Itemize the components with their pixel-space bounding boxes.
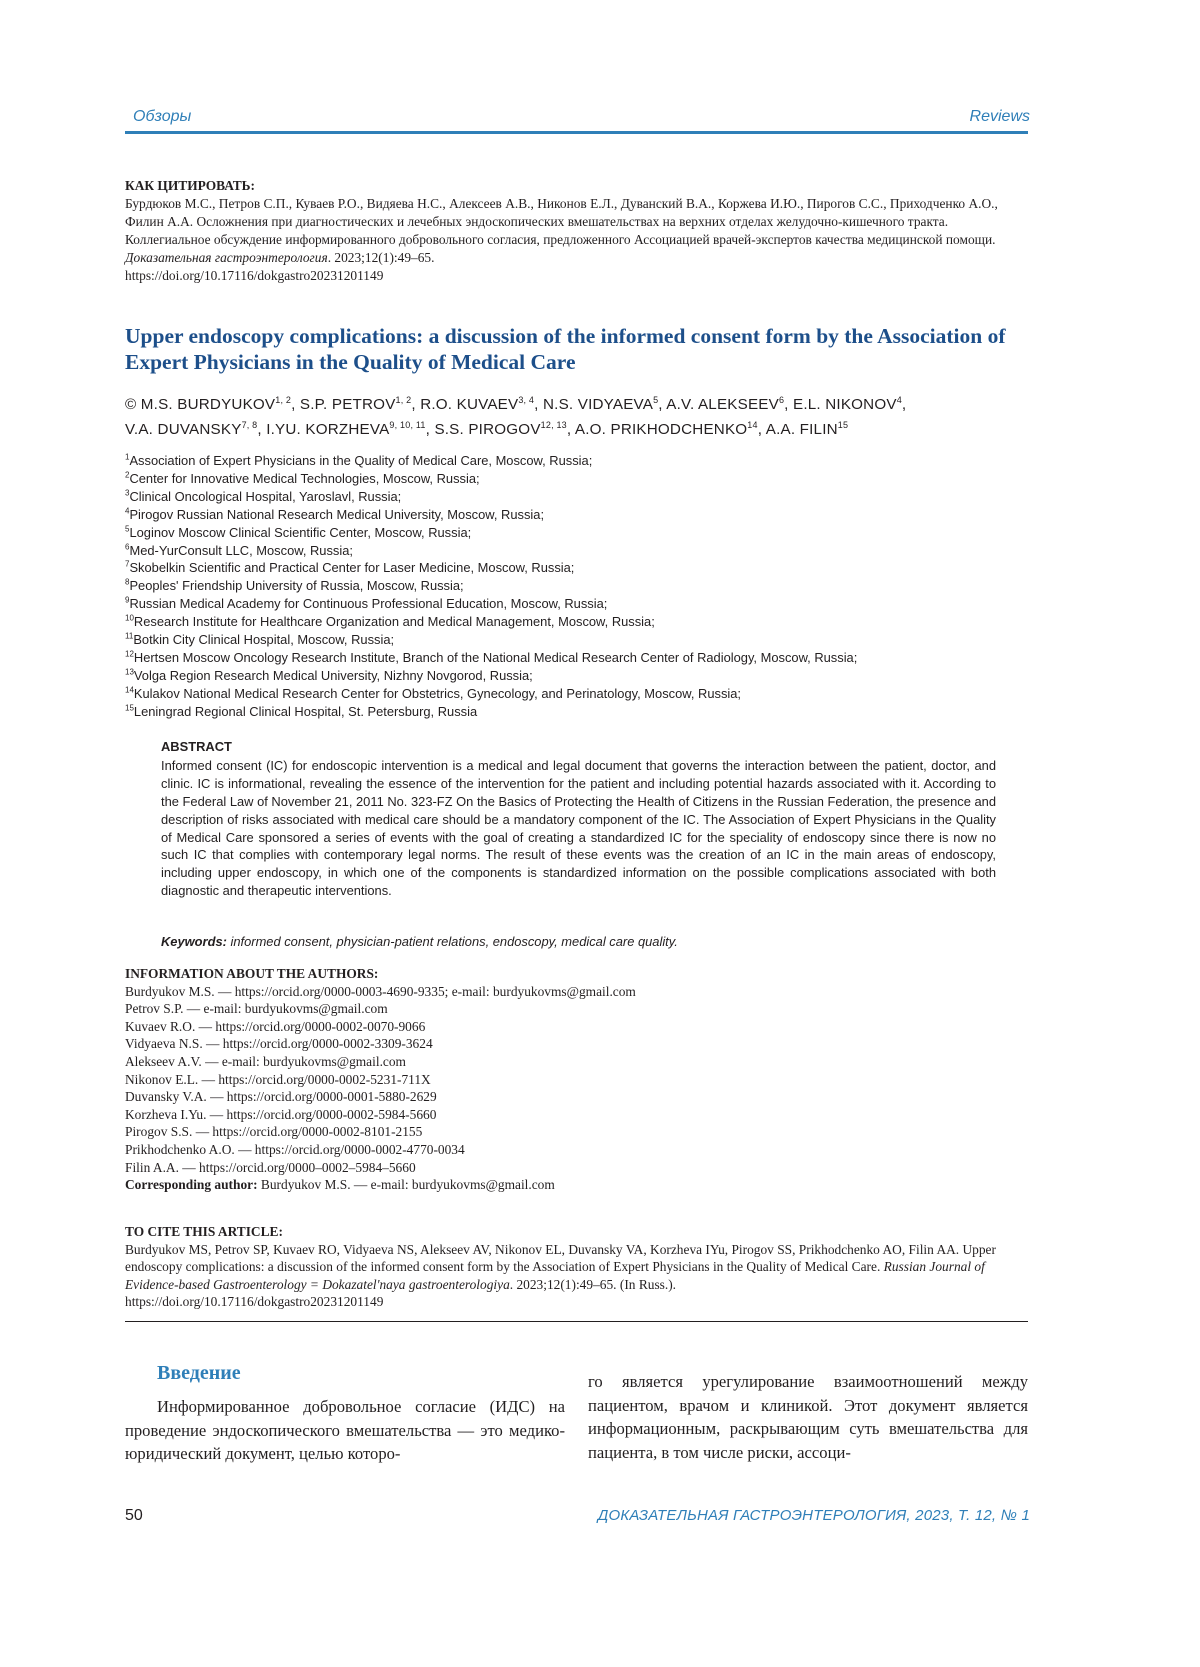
author-affiliation-marker: 1, 2 xyxy=(275,395,292,405)
affiliation-number: 5 xyxy=(125,524,130,534)
affiliation-number: 4 xyxy=(125,506,130,516)
author-info-line: Pirogov S.S. — https://orcid.org/0000-0002-8101-2155 xyxy=(125,1124,423,1140)
affiliation-list xyxy=(125,452,1030,721)
citation-ru-doi-link[interactable]: https://doi.org/10.17116/dokgastro20231201149 xyxy=(125,268,384,283)
author-affiliation-marker: 3, 4 xyxy=(518,395,535,405)
author-name: A.A. FILIN xyxy=(765,421,838,439)
affiliation-item xyxy=(125,577,1030,595)
affiliation-item xyxy=(125,649,1030,667)
author-name: A.O. PRIKHODCHENKO xyxy=(574,421,748,439)
affiliation-text: Botkin City Clinical Hospital, Moscow, Russia; xyxy=(133,632,395,648)
intro-heading: Введение xyxy=(157,1362,241,1384)
author-separator: , xyxy=(784,396,794,414)
abstract-heading: ABSTRACT xyxy=(161,739,232,754)
author-info-line: Vidyaeva N.S. — https://orcid.org/0000-0002-3309-3624 xyxy=(125,1036,433,1052)
corresponding-author-line xyxy=(125,1176,1030,1194)
affiliation-number: 9 xyxy=(125,595,130,605)
affiliation-number: 8 xyxy=(125,578,130,588)
corresponding-author-text: Burdyukov M.S. — e-mail: burdyukovms@gmail.com xyxy=(257,1177,555,1193)
author-affiliation-marker: 14 xyxy=(747,420,758,431)
affiliation-text: Kulakov National Medical Research Center for Obstetrics, Gynecology, and Perinatology, Moscow, Russia; xyxy=(133,685,741,701)
author-separator: , xyxy=(425,421,435,439)
section-divider xyxy=(125,1321,1028,1322)
affiliation-text: Pirogov Russian National Research Medical University, Moscow, Russia; xyxy=(129,506,545,522)
affiliation-item xyxy=(125,524,1030,542)
article-title: Upper endoscopy complications: a discussion of the informed consent form by the Association of Expert Physicians in the Quality of Medical Care xyxy=(125,324,1006,374)
author-affiliation-marker: 5 xyxy=(653,395,659,405)
affiliation-item xyxy=(125,542,1030,560)
affiliation-number: 6 xyxy=(125,542,130,552)
citation-ru-journal: Доказательная гастроэнтерология xyxy=(125,250,328,265)
author-affiliation-marker: 9, 10, 11 xyxy=(389,420,426,431)
citation-en-heading: TO CITE THIS ARTICLE: xyxy=(125,1224,283,1239)
author-affiliation-marker: 4 xyxy=(896,395,902,405)
affiliation-item xyxy=(125,631,1030,649)
citation-en-details: . 2023;12(1):49–65. (In Russ.). xyxy=(509,1276,677,1292)
author-name: A.V. ALEKSEEV xyxy=(666,396,779,414)
author-name: R.O. KUVAEV xyxy=(420,396,519,414)
author-list xyxy=(125,390,1030,440)
affiliation-item xyxy=(125,685,1030,703)
citation-en-doi-link[interactable]: https://doi.org/10.17116/dokgastro20231201149 xyxy=(125,1294,384,1310)
affiliation-item xyxy=(125,452,1030,470)
affiliation-text: Research Institute for Healthcare Organization and Medical Management, Moscow, Russia; xyxy=(133,614,655,630)
affiliation-text: Hertsen Moscow Oncology Research Institute, Branch of the National Medical Research Center of Radiology, Moscow, Russia; xyxy=(133,649,858,665)
running-header-section-ru: Обзоры xyxy=(133,108,192,125)
affiliation-item xyxy=(125,506,1030,524)
keywords-label: Keywords: xyxy=(161,934,227,949)
authors-info-lines xyxy=(125,983,1030,1177)
author-affiliation-marker: 12, 13 xyxy=(540,420,567,431)
abstract-text: Informed consent (IC) for endoscopic intervention is a medical and legal document that governs the interaction between the patient, doctor, and clinic. IC is informational, revealing the essence of the intervention for the patient and including potential hazards associated with it. According to the Federal Law of November 21, 2011 No. 323-FZ On the Basics of Protecting the Health of Citizens in the Russian Federation, the presence and description of risks associated with medical care should be a mandatory component of the IC. The Association of Expert Physicians in the Quality of Medical Care sponsored a series of events with the goal of creating a standardized IC for the speciality of endoscopy since there is now no such IC that complies with contemporary legal norms. The result of these events was the creation of an IC in the main areas of endoscopy, including upper endoscopy, in which one of the components is standardized information on the possible complications associated with both diagnostic and therapeutic interventions. xyxy=(161,757,996,899)
keywords-text: informed consent, physician-patient relations, endoscopy, medical care quality. xyxy=(226,934,678,949)
author-info-line: Nikonov E.L. — https://orcid.org/0000-0002-5231-711X xyxy=(125,1071,431,1087)
affiliation-number: 12 xyxy=(125,649,134,659)
author-affiliation-marker: 6 xyxy=(778,395,785,405)
authors-info-heading: INFORMATION ABOUT THE AUTHORS: xyxy=(125,966,379,981)
author-name: S.S. PIROGOV xyxy=(434,421,541,439)
citation-ru-text xyxy=(125,195,1030,285)
affiliation-item xyxy=(125,595,1030,613)
body-right-column: го является урегулирование взаимоотношений между пациентом, врачом и клиникой. Этот документ является информационным, раскрывающим суть вмешательства для пациента, в том числе риски, ассоци- xyxy=(588,1372,1028,1462)
abstract-block xyxy=(161,738,996,900)
corresponding-author-label: Corresponding author: xyxy=(125,1177,258,1193)
author-affiliation-marker: 15 xyxy=(837,420,849,431)
affiliation-number: 10 xyxy=(125,613,134,623)
affiliation-number: 7 xyxy=(125,560,130,570)
author-info-line: Korzheva I.Yu. — https://orcid.org/0000-0002-5984-5660 xyxy=(125,1106,437,1122)
citation-ru-heading: КАК ЦИТИРОВАТЬ: xyxy=(125,178,255,193)
affiliation-item xyxy=(125,470,1030,488)
authors-info-block xyxy=(125,965,1030,1194)
author-separator: , xyxy=(534,396,543,414)
affiliation-number: 3 xyxy=(125,488,130,498)
affiliation-number: 14 xyxy=(125,685,134,695)
author-info-line: Duvansky V.A. — https://orcid.org/0000-0001-5880-2629 xyxy=(125,1089,437,1105)
affiliation-number: 15 xyxy=(125,703,134,713)
author-name: S.P. PETROV xyxy=(299,396,396,414)
affiliation-text: Association of Expert Physicians in the Quality of Medical Care, Moscow, Russia; xyxy=(129,453,593,468)
citation-en-body: Burdyukov MS, Petrov SP, Kuvaev RO, Vidyaeva NS, Alekseev AV, Nikonov EL, Duvansky VA, Korzheva IYu, Pirogov SS, Prikhodchenko AO, Filin AA. Upper endoscopy complications: a discussion of the informed consent form by the Association of Expert Physicians in the Quality of Medical Care. xyxy=(125,1241,996,1275)
citation-ru-block xyxy=(125,177,1030,285)
affiliation-item xyxy=(125,667,1030,685)
author-info-line: Burdyukov M.S. — https://orcid.org/0000-0003-4690-9335; e-mail: burdyukovms@gmail.com xyxy=(125,983,636,999)
author-info-line: Filin A.A. — https://orcid.org/0000–0002–5984–5660 xyxy=(125,1159,416,1175)
citation-en-journal: Russian Journal of Evidence-based Gastroenterology = Dokazatel'naya gastroenterologiya xyxy=(125,1259,985,1292)
affiliation-number: 2 xyxy=(125,470,130,480)
citation-en-text xyxy=(125,1241,1030,1311)
affiliation-text: Loginov Moscow Clinical Scientific Center, Moscow, Russia; xyxy=(129,524,472,540)
author-info-line: Alekseev A.V. — e-mail: burdyukovms@gmail.com xyxy=(125,1053,406,1069)
author-affiliation-marker: 7, 8 xyxy=(241,420,258,431)
affiliation-text: Volga Region Research Medical University, Nizhny Novgorod, Russia; xyxy=(133,667,533,683)
footer-journal-name: ДОКАЗАТЕЛЬНАЯ ГАСТРОЭНТЕРОЛОГИЯ, 2023, Т. 12, № 1 xyxy=(597,1507,1030,1524)
affiliation-item xyxy=(125,488,1030,506)
author-separator: , xyxy=(658,396,667,414)
affiliation-item xyxy=(125,613,1030,631)
affiliation-item xyxy=(125,703,1030,721)
running-header-section-en: Reviews xyxy=(969,108,1030,125)
author-affiliation-marker: 1, 2 xyxy=(395,395,412,405)
author-info-line: Petrov S.P. — e-mail: burdyukovms@gmail.com xyxy=(125,1001,388,1017)
keywords-line xyxy=(161,933,996,951)
affiliation-text: Center for Innovative Medical Technologies, Moscow, Russia; xyxy=(129,470,480,486)
affiliation-number: 13 xyxy=(125,667,134,677)
body-left-column xyxy=(125,1395,565,1466)
header-rule xyxy=(125,131,1028,134)
affiliation-text: Russian Medical Academy for Continuous Professional Education, Moscow, Russia; xyxy=(129,596,608,612)
author-separator: , xyxy=(411,396,421,414)
affiliation-text: Peoples' Friendship University of Russia, Moscow, Russia; xyxy=(129,578,464,594)
affiliation-number: 1 xyxy=(125,452,130,462)
citation-ru-details: . 2023;12(1):49–65. xyxy=(327,250,435,265)
author-name: V.A. DUVANSKY xyxy=(125,421,242,439)
author-name: I.YU. KORZHEVA xyxy=(266,421,390,439)
author-separator: , xyxy=(566,421,575,439)
author-name: E.L. NIKONOV xyxy=(793,396,897,414)
body-left-text: Информированное добровольное согласие (ИДС) на проведение эндоскопического вмешательства — это медико-юридический документ, целью которо- xyxy=(125,1397,565,1464)
author-info-line: Kuvaev R.O. — https://orcid.org/0000-0002-0070-9066 xyxy=(125,1018,426,1034)
author-name: N.S. VIDYAEVA xyxy=(542,396,654,414)
affiliation-text: Skobelkin Scientific and Practical Center for Laser Medicine, Moscow, Russia; xyxy=(129,560,575,576)
author-name: © M.S. BURDYUKOV xyxy=(125,396,276,414)
affiliation-item xyxy=(125,559,1030,577)
affiliation-number: 11 xyxy=(125,631,134,641)
affiliation-text: Med-YurConsult LLC, Moscow, Russia; xyxy=(129,542,353,558)
author-separator: , xyxy=(257,421,267,439)
page-number: 50 xyxy=(125,1507,143,1524)
citation-ru-body: Бурдюков М.С., Петров С.П., Куваев Р.О., Видяева Н.С., Алексеев А.В., Никонов Е.Л., Дуванский В.А., Коржева И.Ю., Пирогов С.С., Приходченко А.О., Филин А.А. Осложнения при диагностических и лечебных эндоскопических вмешательствах на верхних отделах желудочно-кишечного тракта. Коллегиальное обсуждение информированного добровольного согласия, предложенного Ассоциацией врачей-экспертов качества медицинской помощи. xyxy=(125,196,998,247)
citation-en-block xyxy=(125,1223,1030,1311)
author-info-line: Prikhodchenko A.O. — https://orcid.org/0000-0002-4770-0034 xyxy=(125,1141,465,1157)
author-separator: , xyxy=(757,421,766,439)
author-separator: , xyxy=(291,396,300,414)
affiliation-text: Clinical Oncological Hospital, Yaroslavl, Russia; xyxy=(129,488,402,504)
author-separator: , xyxy=(901,396,907,414)
affiliation-text: Leningrad Regional Clinical Hospital, St. Petersburg, Russia xyxy=(133,703,478,719)
